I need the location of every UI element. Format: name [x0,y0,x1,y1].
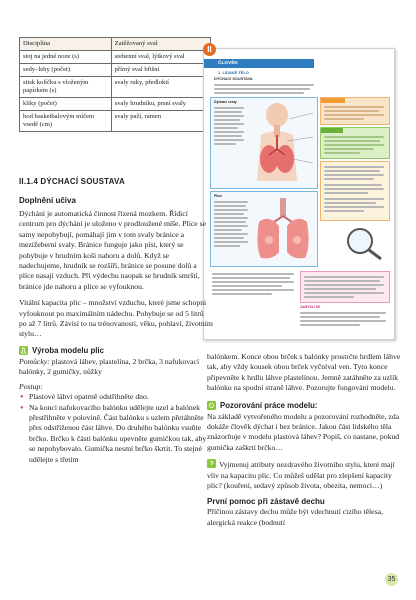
observation-icon [207,401,216,410]
table-row [20,111,211,132]
table-cell: hod basketbalovým míčem vsedě (cm) [20,111,112,132]
question-icon [207,459,216,468]
thumbnail-text-line [214,88,310,90]
thumbnail-text-line [214,84,314,86]
left-column [19,177,213,465]
right-column [207,352,401,534]
table-cell: svaly ruky, předloktí [111,77,210,98]
tools-paragraph [19,357,213,378]
chapter-badge: II [203,43,216,56]
thumbnail-green-box [320,127,390,159]
thumbnail-airways-label: Dýchací cesty [214,100,237,104]
section-title: II.1.4 DÝCHACÍ SOUSTAVA [19,177,125,186]
table-cell: stoj na jedné noze (s) [20,51,112,64]
paragraph: Vitální kapacita plic – množství vzduchu, které jsme schopni vyfouknout po maximálním nádechu. Pohybuje se od 5 litrů po až 7 litrů. Závisí to na trénovanosti, věku, pohlaví, životním stylu… [19,298,213,339]
table-row [20,51,211,64]
textbook-page-image [203,48,395,340]
thumbnail-airways-box [210,97,318,189]
thumbnail-orange-box [320,97,390,125]
vital-capacity-question [207,459,401,491]
table-cell: stehenní sval, lýtkový sval [111,51,210,64]
thumbnail-think-label: ZAMYSLI SE [300,305,321,309]
list-item: ● Na konci nafukovacího balónku udělejte uzel a balónek přestřihněte v polovině. Část balónku s uzlem přetáhněte přes odstřiženou část láhve. Do druhého balónku vsuňte brčko. Brčko k části balónku upevněte gumičkou tak, aby se nepohybovalo. Gumička nesmí brčko škrtit. To stejné udělejte s třetím [29,403,213,465]
thumbnail-lungs-box [210,191,318,267]
thumbnail-pink-box [300,271,390,303]
table-cell: přímý sval břišní [111,64,210,77]
page-number: 35 [385,573,398,586]
table-cell: svaly hrudníku, prsní svaly [111,98,210,111]
section-subtitle: Doplnění učiva [19,196,76,205]
vital-capacity-text: Vyjmenuj atributy nezdravého životního stylu, které mají vliv na kapacitu plic. Co můžeš udělat pro zlepšení kapacity plic? (kouření, sedavý způsob života, obezita, nemoci…) [207,460,395,491]
table-cell: svaly paží, ramen [111,111,210,132]
thumbnail-quiz-box [320,161,390,221]
tools-label: Pomůcky: [19,356,50,366]
table-header-row [20,38,211,51]
model-task-title [19,346,213,355]
table-cell: kliky (počet) [20,98,112,111]
thumbnail-text-line [214,92,304,94]
observation-title [207,401,401,410]
procedure-continuation: balónkem. Konce obou brček s balónky prostrčte hrdlem láhve tak, aby vždy kousek obou brček vyčníval ven. Tyto konce připevněte k hrdlu láhve plastelínou. Jemně zatáhněte za uzlík balónku na spodní straně láhve. Pozorujte fungování modelu. [207,352,401,393]
table-cell: stisk kolíčku s vloženým papírkem (s) [20,77,112,98]
table-row [20,77,211,98]
thumbnail-chapter-subtitle: 1. LIDSKÉ TĚLO [218,70,249,75]
procedure-list [19,392,213,465]
thumbnail-chapter-header: ČLOVĚK [204,59,314,68]
model-title-text: Výroba modelu plic [32,345,104,355]
observation-text: Na základě vytvořeného modelu a pozorování rozhodněte, zda dokáže člověk dýchat i bez bránice. Jakou část lidského těla znázorňuje v modelu plastová láhev? Popiš, co nastane, pokud gumička zaškrtí brčko… [207,411,400,452]
magnifier-illustration [344,225,384,261]
thumbnail-lungs-label: Plíce [214,194,222,198]
table-header-cell: Zatěžovaný sval [111,38,210,51]
table-row [20,64,211,77]
thumbnail-section-title: DÝCHACÍ SOUSTAVA [214,77,253,81]
procedure-label: Postup: [19,381,43,391]
paragraph: Dýchání je automatická činnost řízená mozkem. Řídicí centrum pro dýchání je uloženo v prodloužené míše. Plíce se samy nepohybují, pomáhají jim v tom svaly bránice a mezižeberní svaly. Bránice funguje jako píst, který se pohybuje v hrudním koši nahoru a dolů. Když se nadechujeme, hrudník se rozšíří, bránice se posune dolů a plíce nasají vzduch. Při výdechu naopak se hrudník smrští, bránice jde nahoru a plíce se vyfouknou. [19,209,207,291]
first-aid-title: První pomoc při zástavě dechu [207,497,325,507]
first-aid-text: Příčinou zástavy dechu může být vdechnutí cizího tělesa, alergická reakce (bodnutí [207,507,383,527]
lungs-illustration [251,196,315,262]
discipline-table [19,37,211,132]
experiment-icon [19,346,28,355]
airways-illustration [247,101,315,185]
observation-title-text: Pozorování práce modelu: [220,400,318,410]
tools-text: plastová láhev, plastelína, 2 brčka, 3 nafukovací balónky, 2 gumičky, nůžky [19,356,200,377]
table-row [20,98,211,111]
table-cell: sedy–lehy (počet) [20,64,112,77]
list-item: ● Plastové láhvi opatrně odstřihněte dno. [29,392,213,402]
table-header-cell: Disciplína [20,38,112,51]
